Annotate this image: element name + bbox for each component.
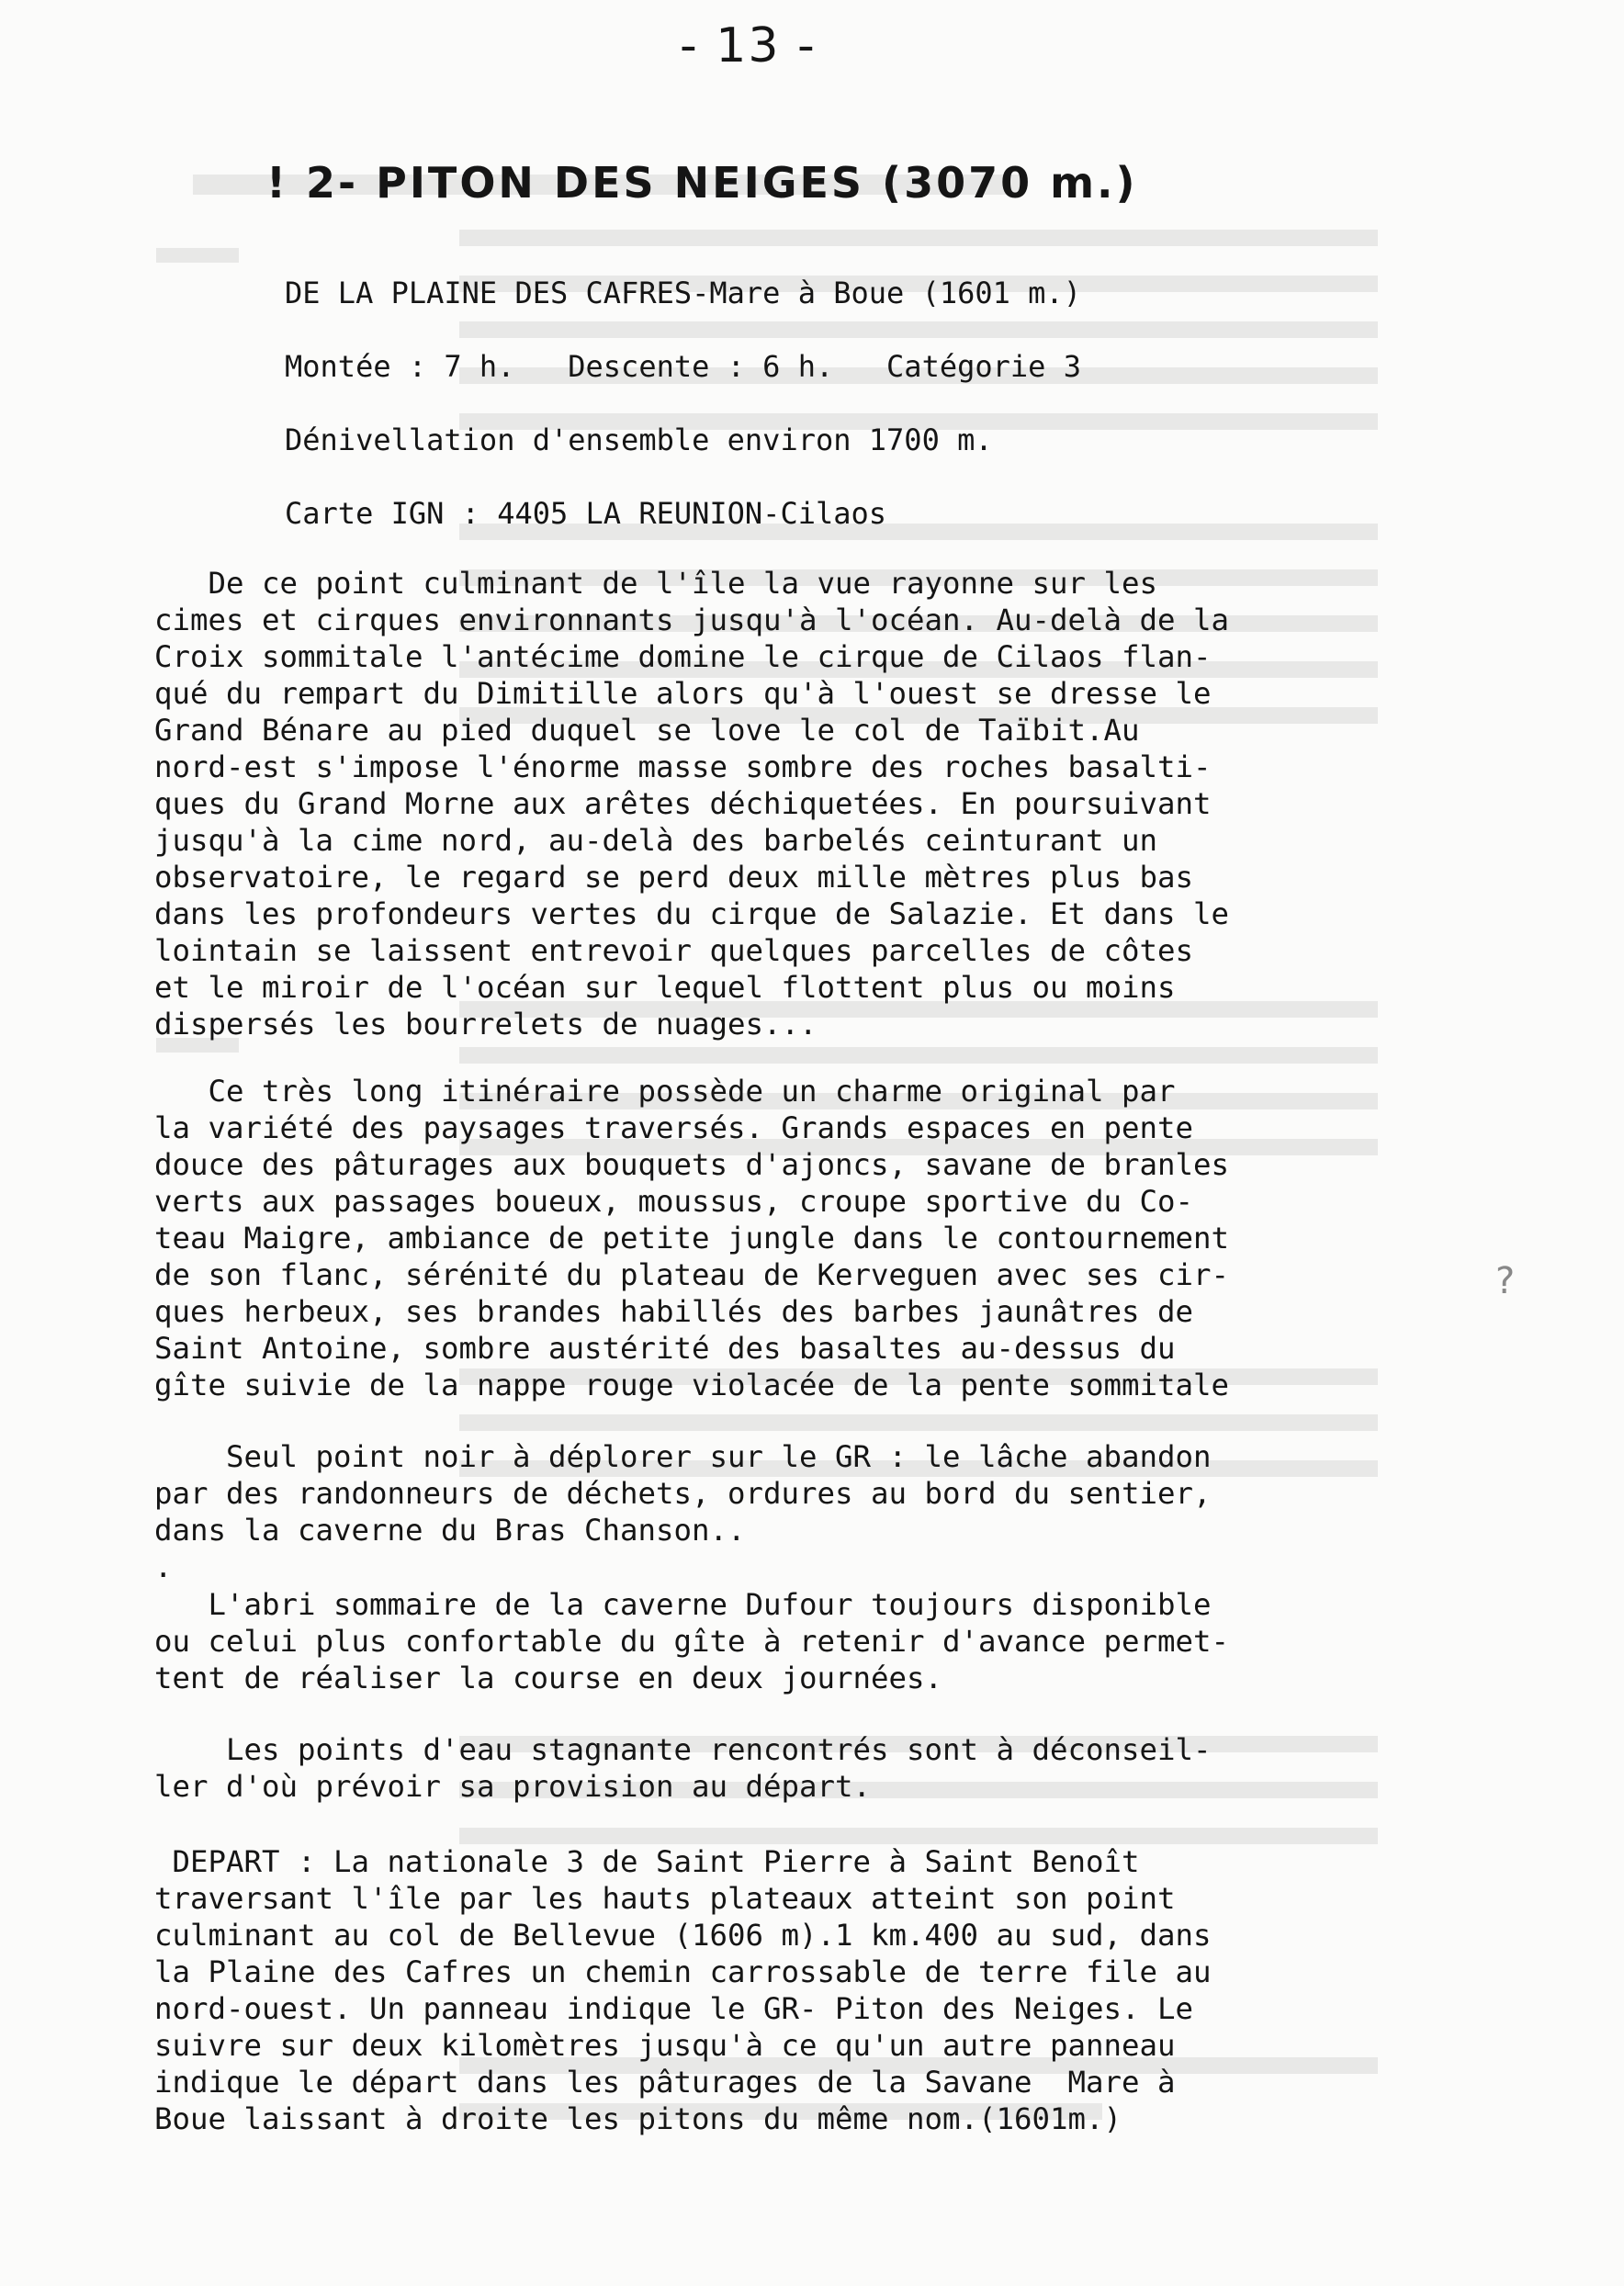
text-line: nord-ouest. Un panneau indique le GR- Piton des Neiges. Le	[154, 1991, 1194, 2026]
route-map: Carte IGN : 4405 LA REUNION-Cilaos	[285, 496, 887, 531]
paragraph-water-points	[154, 1731, 1477, 1805]
text-line: teau Maigre, ambiance de petite jungle dans le contournement	[154, 1221, 1230, 1256]
text-line: culminant au col de Bellevue (1606 m).1 km.400 au sud, dans	[154, 1918, 1212, 1953]
text-line: suivre sur deux kilomètres jusqu'à ce qu'un autre panneau	[154, 2028, 1176, 2063]
text-line: DEPART : La nationale 3 de Saint Pierre à Saint Benoît	[154, 1844, 1140, 1879]
section-title: ! 2- PITON DES NEIGES (3070 m.)	[266, 158, 1138, 208]
text-line: indique le départ dans les pâturages de la Savane Mare à	[154, 2065, 1176, 2100]
route-elevation: Dénivellation d'ensemble environ 1700 m.	[285, 422, 993, 457]
text-line: ler d'où prévoir sa provision au départ.	[154, 1769, 872, 1804]
text-line: Les points d'eau stagnante rencontrés sont à déconseil-	[154, 1732, 1212, 1767]
text-line: et le miroir de l'océan sur lequel flottent plus ou moins	[154, 970, 1176, 1005]
text-line: verts aux passages boueux, moussus, croupe sportive du Co-	[154, 1184, 1194, 1219]
text-line: observatoire, le regard se perd deux mille mètres plus bas	[154, 860, 1194, 895]
route-origin: DE LA PLAINE DES CAFRES-Mare à Boue (1601 m.)	[285, 276, 1081, 310]
text-line: par des randonneurs de déchets, ordures au bord du sentier,	[154, 1476, 1212, 1511]
text-line: dans les profondeurs vertes du cirque de Salazie. Et dans le	[154, 896, 1230, 931]
paragraph-itinerary-charm	[154, 1073, 1477, 1403]
text-line: gîte suivie de la nappe rouge violacée de la pente sommitale	[154, 1368, 1230, 1402]
text-line: Seul point noir à déplorer sur le GR : le lâche abandon	[154, 1439, 1212, 1474]
text-line: Boue laissant à droite les pitons du même nom.(1601m.)	[154, 2101, 1122, 2136]
text-line: ques herbeux, ses brandes habillés des barbes jaunâtres de	[154, 1294, 1194, 1329]
text-line: dispersés les bourrelets de nuages...	[154, 1007, 818, 1042]
text-line: L'abri sommaire de la caverne Dufour toujours disponible	[154, 1587, 1212, 1622]
text-line: de son flanc, sérénité du plateau de Kerveguen avec ses cir-	[154, 1257, 1230, 1292]
paragraph-shelter	[154, 1586, 1477, 1696]
text-line: Ce très long itinéraire possède un charme original par	[154, 1074, 1176, 1109]
paragraph-departure	[154, 1843, 1477, 2137]
text-line: Croix sommitale l'antécime domine le cirque de Cilaos flan-	[154, 639, 1212, 674]
text-line: jusqu'à la cime nord, au-delà des barbelés ceinturant un	[154, 823, 1158, 858]
text-line: .	[154, 1549, 173, 1584]
text-line: traversant l'île par les hauts plateaux atteint son point	[154, 1881, 1176, 1916]
text-line: lointain se laissent entrevoir quelques parcelles de côtes	[154, 933, 1194, 968]
text-line: douce des pâturages aux bouquets d'ajoncs, savane de branles	[154, 1147, 1230, 1182]
text-line: la variété des paysages traversés. Grands espaces en pente	[154, 1110, 1194, 1145]
route-times: Montée : 7 h. Descente : 6 h. Catégorie 3	[285, 349, 1081, 384]
text-line: Grand Bénare au pied duquel se love le col de Taïbit.Au	[154, 713, 1140, 748]
text-line: Saint Antoine, sombre austérité des basaltes au-dessus du	[154, 1331, 1176, 1366]
text-line: cimes et cirques environnants jusqu'à l'océan. Au-delà de la	[154, 602, 1230, 637]
text-line: ou celui plus confortable du gîte à retenir d'avance permet-	[154, 1624, 1230, 1659]
text-line: dans la caverne du Bras Chanson..	[154, 1513, 746, 1548]
paragraph-litter-warning	[154, 1438, 1477, 1585]
page-number: - 13 -	[680, 18, 817, 73]
text-line: la Plaine des Cafres un chemin carrossable de terre file au	[154, 1954, 1212, 1989]
text-line: qué du rempart du Dimitille alors qu'à l'ouest se dresse le	[154, 676, 1212, 711]
text-line: tent de réaliser la course en deux journées.	[154, 1661, 943, 1695]
margin-question-mark: ?	[1495, 1260, 1516, 1302]
text-line: ques du Grand Morne aux arêtes déchiquetées. En poursuivant	[154, 786, 1212, 821]
paragraph-summit-view	[154, 565, 1477, 1042]
text-line: De ce point culminant de l'île la vue rayonne sur les	[154, 566, 1158, 601]
text-line: nord-est s'impose l'énorme masse sombre des roches basalti-	[154, 749, 1212, 784]
